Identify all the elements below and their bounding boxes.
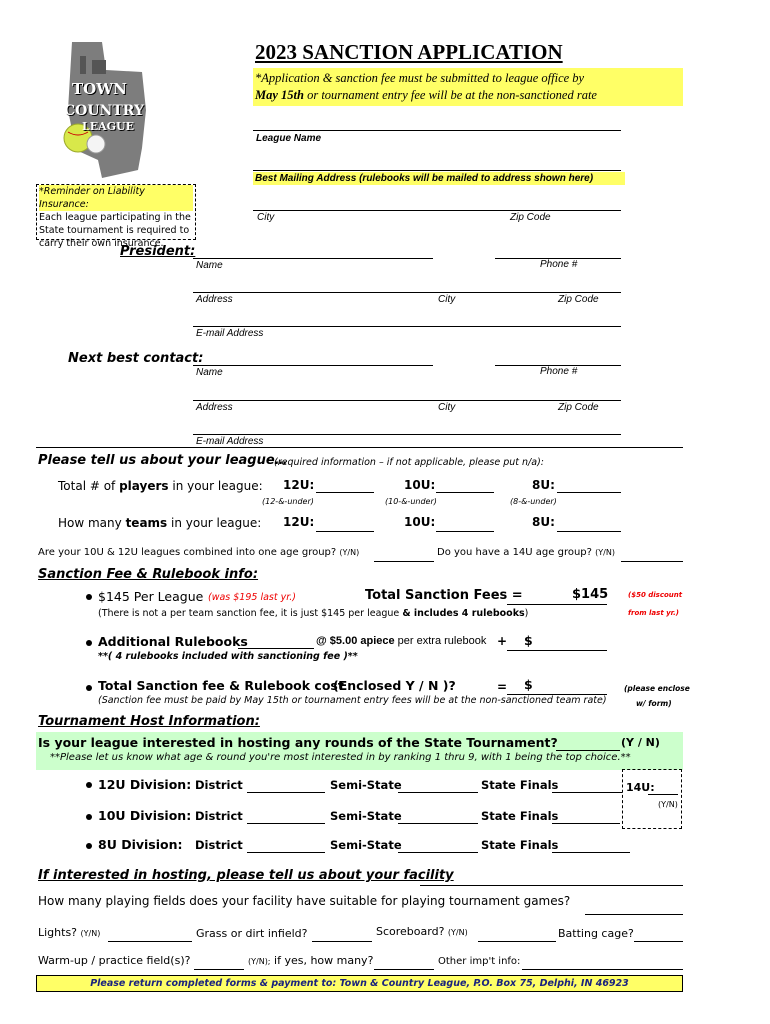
teams-8u-field[interactable] bbox=[557, 531, 621, 532]
host-10u-finals-field[interactable] bbox=[552, 823, 620, 824]
host-interest-field[interactable] bbox=[556, 750, 620, 751]
host-12u-semi: Semi-State bbox=[330, 778, 402, 792]
contact-email-field[interactable] bbox=[193, 434, 621, 435]
host-10u-district: District bbox=[195, 809, 243, 823]
reminder-line-3: carry their own insurance. bbox=[39, 238, 164, 249]
combined-yn: (Y/N) bbox=[339, 548, 360, 557]
bullet-rulebooks bbox=[86, 640, 92, 646]
host-8u-district: District bbox=[195, 838, 243, 852]
president-phone-label: Phone # bbox=[540, 259, 578, 270]
president-name-field[interactable] bbox=[193, 258, 433, 259]
warmup-yn: (Y/N); bbox=[248, 957, 271, 966]
enclosed-question[interactable]: (Enclosed Y / N )? bbox=[333, 678, 456, 693]
other-info-field[interactable] bbox=[522, 969, 683, 970]
host-question: Is your league interested in hosting any rounds of the State Tournament? bbox=[38, 735, 558, 750]
host-8u-district-field[interactable] bbox=[247, 852, 325, 853]
contact-name-field[interactable] bbox=[193, 365, 433, 366]
total-sanction-label: Total Sanction Fees = bbox=[365, 588, 523, 603]
per-team-end: ) bbox=[524, 608, 529, 619]
per-team-note-text: (There is not a per team sanction fee, it is just $145 per league bbox=[98, 608, 403, 619]
u14-label: 14U: bbox=[626, 781, 655, 794]
contact-phone-label: Phone # bbox=[540, 366, 578, 377]
next-contact-heading: Next best contact: bbox=[68, 351, 204, 366]
host-8u-finals: State Finals bbox=[481, 838, 559, 852]
host-8u-label: 8U Division: bbox=[98, 837, 183, 852]
bullet-fee bbox=[86, 594, 92, 600]
apiece-bold: @ $5.00 apiece bbox=[316, 635, 395, 647]
host-10u-district-field[interactable] bbox=[247, 823, 325, 824]
rulebook-amount-field[interactable] bbox=[507, 650, 607, 651]
players-suffix: in your league: bbox=[168, 479, 263, 493]
apiece-rest: per extra rulebook bbox=[394, 635, 487, 647]
players-prefix: Total # of bbox=[58, 479, 120, 493]
sub-10u: (10-&-under) bbox=[385, 497, 437, 506]
fee-per-league: $145 Per League bbox=[98, 589, 204, 604]
u14-yn: (Y/N) bbox=[658, 800, 678, 809]
u14-field[interactable] bbox=[621, 561, 683, 562]
scoreboard-question bbox=[376, 925, 468, 938]
fields-count-field[interactable] bbox=[585, 914, 683, 915]
lights-field[interactable] bbox=[108, 941, 192, 942]
enclose-note-1: (please enclose bbox=[624, 684, 690, 693]
president-email-field[interactable] bbox=[193, 326, 621, 327]
teams-8u-label: 8U: bbox=[532, 515, 555, 529]
teams-bold: teams bbox=[125, 516, 168, 530]
teams-prefix: How many bbox=[58, 516, 126, 530]
return-address-footer: Please return completed forms & payment to: Town & Country League, P.O. Box 75, Delphi, IN 46923 bbox=[36, 975, 683, 992]
notice-deadline: May 15th bbox=[255, 88, 304, 102]
host-yn: (Y / N) bbox=[621, 736, 660, 749]
lights-question bbox=[38, 926, 100, 939]
players-8u-label: 8U: bbox=[532, 478, 555, 492]
equals-sign: = bbox=[497, 680, 508, 694]
president-address-field[interactable] bbox=[193, 292, 621, 293]
president-name-label: Name bbox=[196, 260, 223, 271]
teams-12u-label: 12U: bbox=[283, 515, 315, 529]
teams-10u-field[interactable] bbox=[436, 531, 494, 532]
players-12u-field[interactable] bbox=[316, 492, 374, 493]
warmup-question: Warm-up / practice field(s)? bbox=[38, 954, 191, 967]
league-info-heading: Please tell us about your league… bbox=[38, 453, 288, 468]
host-12u-district-field[interactable] bbox=[247, 792, 325, 793]
total-cost-label: Total Sanction fee & Rulebook cost bbox=[98, 678, 344, 693]
rulebook-dollar: $ bbox=[524, 633, 533, 648]
teams-suffix: in your league: bbox=[167, 516, 262, 530]
bullet-8u bbox=[86, 843, 92, 849]
notice-line-2 bbox=[253, 86, 683, 103]
teams-label bbox=[58, 516, 261, 530]
players-8u-field[interactable] bbox=[557, 492, 621, 493]
apiece-text bbox=[316, 635, 486, 647]
host-8u-semi: Semi-State bbox=[330, 838, 402, 852]
fields-question: How many playing fields does your facility have suitable for playing tournament games? bbox=[38, 894, 571, 908]
teams-10u-label: 10U: bbox=[404, 515, 436, 529]
plus-sign: + bbox=[497, 634, 508, 648]
city-zip-field[interactable] bbox=[253, 210, 621, 211]
sub-12u: (12-&-under) bbox=[262, 497, 314, 506]
rank-note: **Please let us know what age & round you're most interested in by ranking 1 thru 9, with 1 being the top choice.** bbox=[50, 752, 631, 763]
league-name-field[interactable] bbox=[253, 130, 621, 131]
reminder-line-2: State tournament is required to bbox=[39, 225, 190, 236]
contact-address-label: Address bbox=[196, 402, 233, 413]
how-many-field[interactable] bbox=[374, 969, 434, 970]
contact-zip-label: Zip Code bbox=[558, 402, 599, 413]
host-12u-finals-field[interactable] bbox=[552, 792, 622, 793]
page-title: 2023 SANCTION APPLICATION bbox=[255, 40, 563, 64]
president-address-label: Address bbox=[196, 294, 233, 305]
scoreboard-label: Scoreboard? bbox=[376, 925, 445, 938]
mailing-address-label: Best Mailing Address (rulebooks will be mailed to address shown here) bbox=[253, 172, 625, 185]
facility-heading: If interested in hosting, please tell us about your facility bbox=[38, 868, 454, 883]
host-10u-semi: Semi-State bbox=[330, 809, 402, 823]
u14-q: Do you have a 14U age group? bbox=[437, 547, 592, 558]
host-12u-label: 12U Division: bbox=[98, 777, 192, 792]
lights-yn: (Y/N) bbox=[80, 929, 101, 938]
logo-text-town: TOWN bbox=[72, 80, 127, 98]
u14-box bbox=[622, 769, 682, 829]
notice-line-2-rest: or tournament entry fee will be at the non-sanctioned rate bbox=[303, 88, 597, 102]
reminder-heading: *Reminder on Liability Insurance: bbox=[39, 185, 193, 211]
host-12u-finals: State Finals bbox=[481, 778, 559, 792]
how-many-label: if yes, how many? bbox=[270, 954, 374, 967]
city-label: City bbox=[257, 212, 275, 223]
host-8u-finals-field[interactable] bbox=[552, 852, 630, 853]
host-10u-finals: State Finals bbox=[481, 809, 559, 823]
fee-was: (was $195 last yr.) bbox=[208, 592, 297, 603]
scoreboard-yn: (Y/N) bbox=[447, 928, 468, 937]
logo-text-country: COUNTRY bbox=[64, 103, 144, 119]
teams-12u-field[interactable] bbox=[316, 531, 374, 532]
section-divider bbox=[36, 447, 683, 448]
combined-q: Are your 10U & 12U leagues combined into one age group? bbox=[38, 547, 337, 558]
president-zip-label: Zip Code bbox=[558, 294, 599, 305]
mailing-address-field[interactable] bbox=[253, 170, 621, 171]
total-dollar: $ bbox=[524, 677, 533, 692]
enclose-note-2: w/ form) bbox=[636, 699, 672, 708]
u14-rank-field[interactable] bbox=[648, 794, 678, 795]
fee-heading: Sanction Fee & Rulebook info: bbox=[38, 567, 259, 582]
host-12u-district: District bbox=[195, 778, 243, 792]
host-8u-semi-field[interactable] bbox=[398, 852, 478, 853]
sub-8u: (8-&-under) bbox=[510, 497, 557, 506]
deadline-notice bbox=[253, 68, 683, 106]
other-info-label: Other imp't info: bbox=[438, 956, 521, 967]
additional-rulebooks-field[interactable] bbox=[238, 648, 314, 649]
bullet-12u bbox=[86, 782, 92, 788]
host-10u-label: 10U Division: bbox=[98, 808, 192, 823]
discount-1: ($50 discount bbox=[628, 591, 683, 599]
discount-2: from last yr.) bbox=[628, 609, 679, 617]
president-email-label: E-mail Address bbox=[196, 328, 264, 339]
bullet-10u bbox=[86, 814, 92, 820]
scoreboard-field[interactable] bbox=[478, 941, 556, 942]
combined-question bbox=[38, 547, 359, 558]
additional-rulebooks-label: Additional Rulebooks bbox=[98, 634, 248, 649]
infield-question: Grass or dirt infield? bbox=[196, 927, 308, 940]
president-city-label: City bbox=[438, 294, 456, 305]
warmup-field[interactable] bbox=[194, 969, 244, 970]
contact-address-field[interactable] bbox=[193, 400, 621, 401]
players-12u-label: 12U: bbox=[283, 478, 315, 492]
infield-field[interactable] bbox=[312, 941, 372, 942]
host-12u-semi-field[interactable] bbox=[398, 792, 478, 793]
batting-question: Batting cage? bbox=[558, 927, 634, 940]
players-bold: players bbox=[119, 479, 169, 493]
logo-text-league: LEAGUE bbox=[82, 120, 135, 133]
due-note: (Sanction fee must be paid by May 15th or tournament entry fees will be at the non-sanctioned team rate) bbox=[98, 695, 607, 706]
total-sanction-line bbox=[507, 604, 607, 605]
included-note: **( 4 rulebooks included with sanctioning fee )** bbox=[98, 651, 358, 662]
players-label bbox=[58, 479, 263, 493]
contact-name-label: Name bbox=[196, 367, 223, 378]
league-name-label: League Name bbox=[256, 133, 322, 144]
combined-field[interactable] bbox=[374, 561, 434, 562]
president-heading: President: bbox=[120, 244, 196, 259]
league-info-note: (required information – if not applicable, please put n/a): bbox=[274, 457, 544, 468]
league-logo bbox=[62, 40, 150, 180]
bullet-total bbox=[86, 685, 92, 691]
players-10u-label: 10U: bbox=[404, 478, 436, 492]
notice-line-1: *Application & sanction fee must be submitted to league office by bbox=[255, 71, 585, 85]
per-team-note bbox=[98, 608, 528, 619]
reminder-line-1: Each league participating in the bbox=[39, 212, 191, 223]
insurance-reminder bbox=[36, 184, 196, 249]
u14-yn: (Y/N) bbox=[595, 548, 615, 557]
contact-city-label: City bbox=[438, 402, 456, 413]
u14-question bbox=[437, 547, 615, 558]
host-heading: Tournament Host Information: bbox=[38, 714, 260, 729]
per-team-bold: & includes 4 rulebooks bbox=[402, 608, 525, 619]
players-10u-field[interactable] bbox=[436, 492, 494, 493]
host-10u-semi-field[interactable] bbox=[398, 823, 478, 824]
contact-email-label: E-mail Address bbox=[196, 436, 264, 447]
warmup-extra bbox=[248, 954, 373, 967]
zip-label: Zip Code bbox=[510, 212, 551, 223]
lights-label: Lights? bbox=[38, 926, 78, 939]
facility-heading-line bbox=[420, 885, 683, 886]
batting-field[interactable] bbox=[634, 941, 683, 942]
total-sanction-value: $145 bbox=[572, 587, 609, 602]
